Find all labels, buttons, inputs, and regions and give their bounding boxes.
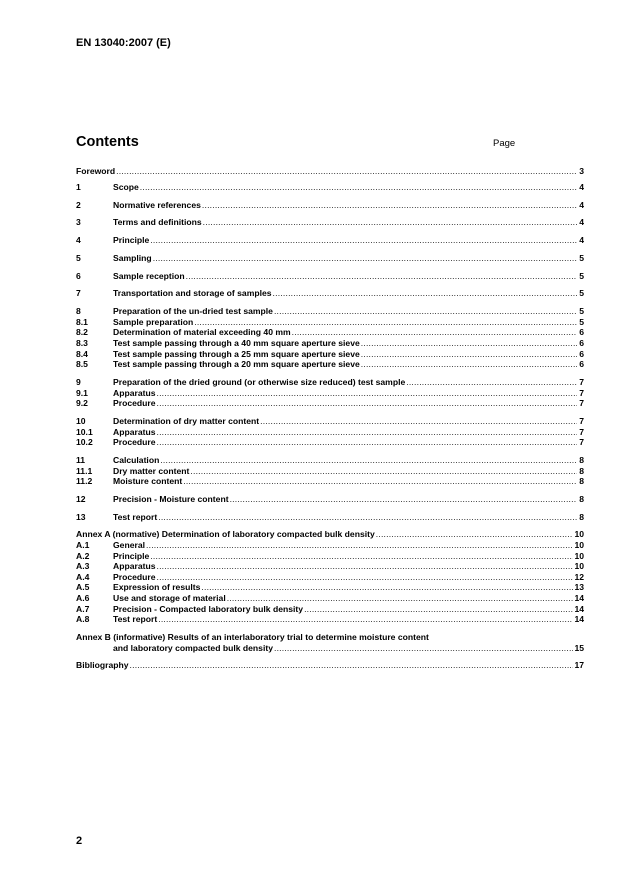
toc-entry-page: 8 [579, 465, 584, 476]
toc-entry-title: Apparatus [113, 387, 156, 398]
toc-entry-number: A.3 [76, 561, 90, 572]
toc-entry-number: 6 [76, 270, 81, 281]
toc-entry-title: Normative references [113, 199, 201, 210]
toc-entry-number: 8.2 [76, 327, 88, 338]
toc-entry-number: 10 [76, 415, 86, 426]
toc-entry-page: 5 [579, 252, 584, 263]
toc-entry-title: Principle [113, 550, 150, 561]
toc-entry-title: Foreword [76, 166, 116, 176]
toc-entry-page: 8 [579, 493, 584, 504]
page-column-label: Page [493, 138, 516, 149]
toc-entry-title: Precision - Moisture content [113, 493, 229, 504]
toc-entry-number: A.6 [76, 593, 90, 604]
toc-entry-page: 7 [579, 377, 584, 387]
toc-entry-page: 5 [579, 270, 584, 281]
toc-entry-title: Apparatus [113, 561, 156, 572]
toc-entry-page: 6 [579, 327, 584, 338]
toc-entry-title: Scope [113, 181, 139, 192]
toc-entry-title: Test sample passing through a 25 mm square aperture sieve [113, 348, 360, 359]
toc-entry[interactable] [76, 349, 584, 360]
toc-entry-number: 3 [76, 217, 81, 228]
toc-entry-page: 10 [574, 561, 584, 572]
page-title: Contents [76, 134, 139, 150]
toc-entry-title: General [113, 540, 146, 551]
toc-entry-number: A.7 [76, 603, 90, 614]
toc-entry-title: Annex B (informative) Results of an interlaboratory trial to determine moisture content [76, 632, 429, 642]
toc-entry[interactable] [76, 317, 584, 328]
toc-entry[interactable] [76, 466, 584, 477]
toc-entry[interactable] [76, 660, 584, 671]
toc-entry[interactable] [76, 377, 584, 388]
toc-entry-title: and laboratory compacted bulk density [113, 642, 273, 653]
toc-entry-title: Bibliography [76, 660, 129, 671]
toc-entry-title: Test sample passing through a 40 mm square aperture sieve [113, 338, 360, 349]
toc-entry-page: 13 [574, 582, 584, 593]
toc-entry-page: 7 [579, 415, 584, 426]
toc-entry-page: 6 [579, 348, 584, 359]
toc-entry[interactable] [76, 327, 584, 338]
document-header: EN 13040:2007 (E) [76, 37, 171, 49]
toc-entry-page: 7 [579, 426, 584, 437]
toc-entry-page: 5 [579, 288, 584, 299]
toc-entry-page: 8 [579, 454, 584, 465]
table-of-contents [76, 166, 584, 671]
toc-entry[interactable] [76, 338, 584, 349]
toc-entry[interactable] [76, 217, 584, 228]
toc-entry[interactable] [76, 632, 584, 643]
toc-entry-title: Use and storage of material [113, 593, 226, 604]
toc-entry-page: 3 [579, 166, 584, 176]
toc-entry-title: Precision - Compacted laboratory bulk density [113, 603, 304, 614]
toc-entry[interactable] [76, 561, 584, 572]
toc-entry-page: 4 [579, 199, 584, 210]
toc-entry[interactable] [76, 166, 584, 177]
toc-entry-title: Terms and definitions [113, 217, 202, 228]
toc-entry-title: Procedure [113, 398, 156, 409]
toc-entry-number: A.4 [76, 571, 90, 582]
toc-entry-number: 9.1 [76, 387, 88, 398]
toc-entry-number: 2 [76, 199, 81, 210]
toc-entry[interactable] [76, 235, 584, 246]
toc-entry-page: 4 [579, 181, 584, 192]
toc-entry[interactable] [76, 604, 584, 615]
toc-entry-title: Sampling [113, 252, 152, 263]
toc-entry-page: 14 [574, 593, 584, 604]
toc-entry[interactable] [76, 582, 584, 593]
toc-entry-number: 1 [76, 181, 81, 192]
toc-entry[interactable] [76, 614, 584, 625]
toc-entry-title: Procedure [113, 571, 156, 582]
toc-entry[interactable] [76, 593, 584, 604]
toc-entry-title: Preparation of the dried ground (or otherwise size reduced) test sample [113, 377, 406, 387]
toc-entry[interactable] [76, 494, 584, 505]
toc-entry[interactable] [76, 427, 584, 438]
toc-entry-number: 10.2 [76, 437, 93, 448]
toc-entry-number: 8 [76, 306, 81, 317]
toc-entry-title: Transportation and storage of samples [113, 288, 272, 299]
toc-entry-page: 15 [574, 642, 584, 653]
toc-entry-title: Moisture content [113, 476, 183, 487]
toc-entry[interactable] [76, 572, 584, 583]
toc-entry-title: Principle [113, 235, 150, 246]
toc-entry-number: 11.1 [76, 465, 93, 476]
toc-entry-page: 14 [574, 603, 584, 614]
toc-entry-title: Test report [113, 511, 158, 522]
toc-entry[interactable] [76, 359, 584, 370]
toc-entry-title: Calculation [113, 454, 160, 465]
toc-entry-title: Expression of results [113, 582, 201, 593]
toc-entry[interactable] [76, 437, 584, 448]
toc-entry-number: 7 [76, 288, 81, 299]
toc-entry-number: 9 [76, 377, 81, 387]
toc-entry-page: 17 [574, 660, 584, 671]
toc-entry-number: 8.3 [76, 338, 88, 349]
toc-entry[interactable] [76, 643, 584, 654]
toc-entry-number: A.5 [76, 582, 90, 593]
toc-entry-page: 14 [574, 614, 584, 625]
toc-entry-page: 7 [579, 437, 584, 448]
toc-entry-title: Annex A (normative) Determination of laboratory compacted bulk density [76, 529, 375, 540]
toc-entry[interactable] [76, 476, 584, 487]
toc-entry-number: 5 [76, 252, 81, 263]
toc-entry-page: 10 [574, 529, 584, 540]
toc-entry-page: 7 [579, 398, 584, 409]
toc-entry-title: Test report [113, 614, 158, 625]
toc-entry[interactable] [76, 388, 584, 399]
toc-entry[interactable] [76, 200, 584, 211]
toc-entry[interactable] [76, 253, 584, 264]
toc-entry-page: 10 [574, 540, 584, 551]
toc-entry-title: Preparation of the un-dried test sample [113, 306, 273, 317]
toc-entry-number: A.1 [76, 540, 90, 551]
toc-entry-number: 4 [76, 235, 81, 246]
toc-entry[interactable] [76, 398, 584, 409]
toc-entry-title: Sample reception [113, 270, 185, 281]
toc-entry-number: 13 [76, 511, 86, 522]
toc-entry[interactable] [76, 540, 584, 551]
toc-entry-number: 12 [76, 493, 86, 504]
toc-entry-number: 10.1 [76, 426, 93, 437]
toc-entry-page: 6 [579, 338, 584, 349]
toc-entry-page: 4 [579, 235, 584, 246]
toc-entry-number: 8.5 [76, 359, 88, 370]
toc-entry-page: 4 [579, 217, 584, 228]
toc-entry[interactable] [76, 182, 584, 193]
toc-entry[interactable] [76, 529, 584, 540]
toc-entry-title: Determination of dry matter content [113, 415, 260, 426]
page-number: 2 [76, 835, 83, 847]
toc-entry-title: Dry matter content [113, 465, 190, 476]
toc-entry-page: 5 [579, 306, 584, 317]
toc-entry-title: Sample preparation [113, 316, 194, 327]
toc-entry-number: 11 [76, 454, 86, 465]
toc-entry[interactable] [76, 288, 584, 299]
toc-entry-page: 10 [574, 550, 584, 561]
toc-entry-title: Test sample passing through a 20 mm square aperture sieve [113, 359, 360, 370]
toc-entry-number: 8.1 [76, 316, 88, 327]
toc-entry-page: 5 [579, 316, 584, 327]
toc-entry[interactable] [76, 416, 584, 427]
toc-entry[interactable] [76, 551, 584, 562]
toc-entry[interactable] [76, 271, 584, 282]
toc-entry-page: 8 [579, 476, 584, 487]
toc-entry-number: A.2 [76, 550, 90, 561]
toc-entry[interactable] [76, 512, 584, 523]
toc-entry-title: Apparatus [113, 426, 156, 437]
toc-entry[interactable] [76, 306, 584, 317]
toc-entry-number: 9.2 [76, 398, 88, 409]
toc-entry-title: Determination of material exceeding 40 mm [113, 327, 291, 338]
toc-entry-number: 11.2 [76, 476, 93, 487]
toc-entry-page: 12 [574, 571, 584, 582]
toc-entry[interactable] [76, 455, 584, 466]
toc-entry-title: Procedure [113, 437, 156, 448]
toc-entry-page: 8 [579, 511, 584, 522]
toc-entry-number: A.8 [76, 614, 90, 625]
toc-entry-number: 8.4 [76, 348, 88, 359]
toc-entry-page: 7 [579, 387, 584, 398]
toc-entry-page: 6 [579, 359, 584, 370]
